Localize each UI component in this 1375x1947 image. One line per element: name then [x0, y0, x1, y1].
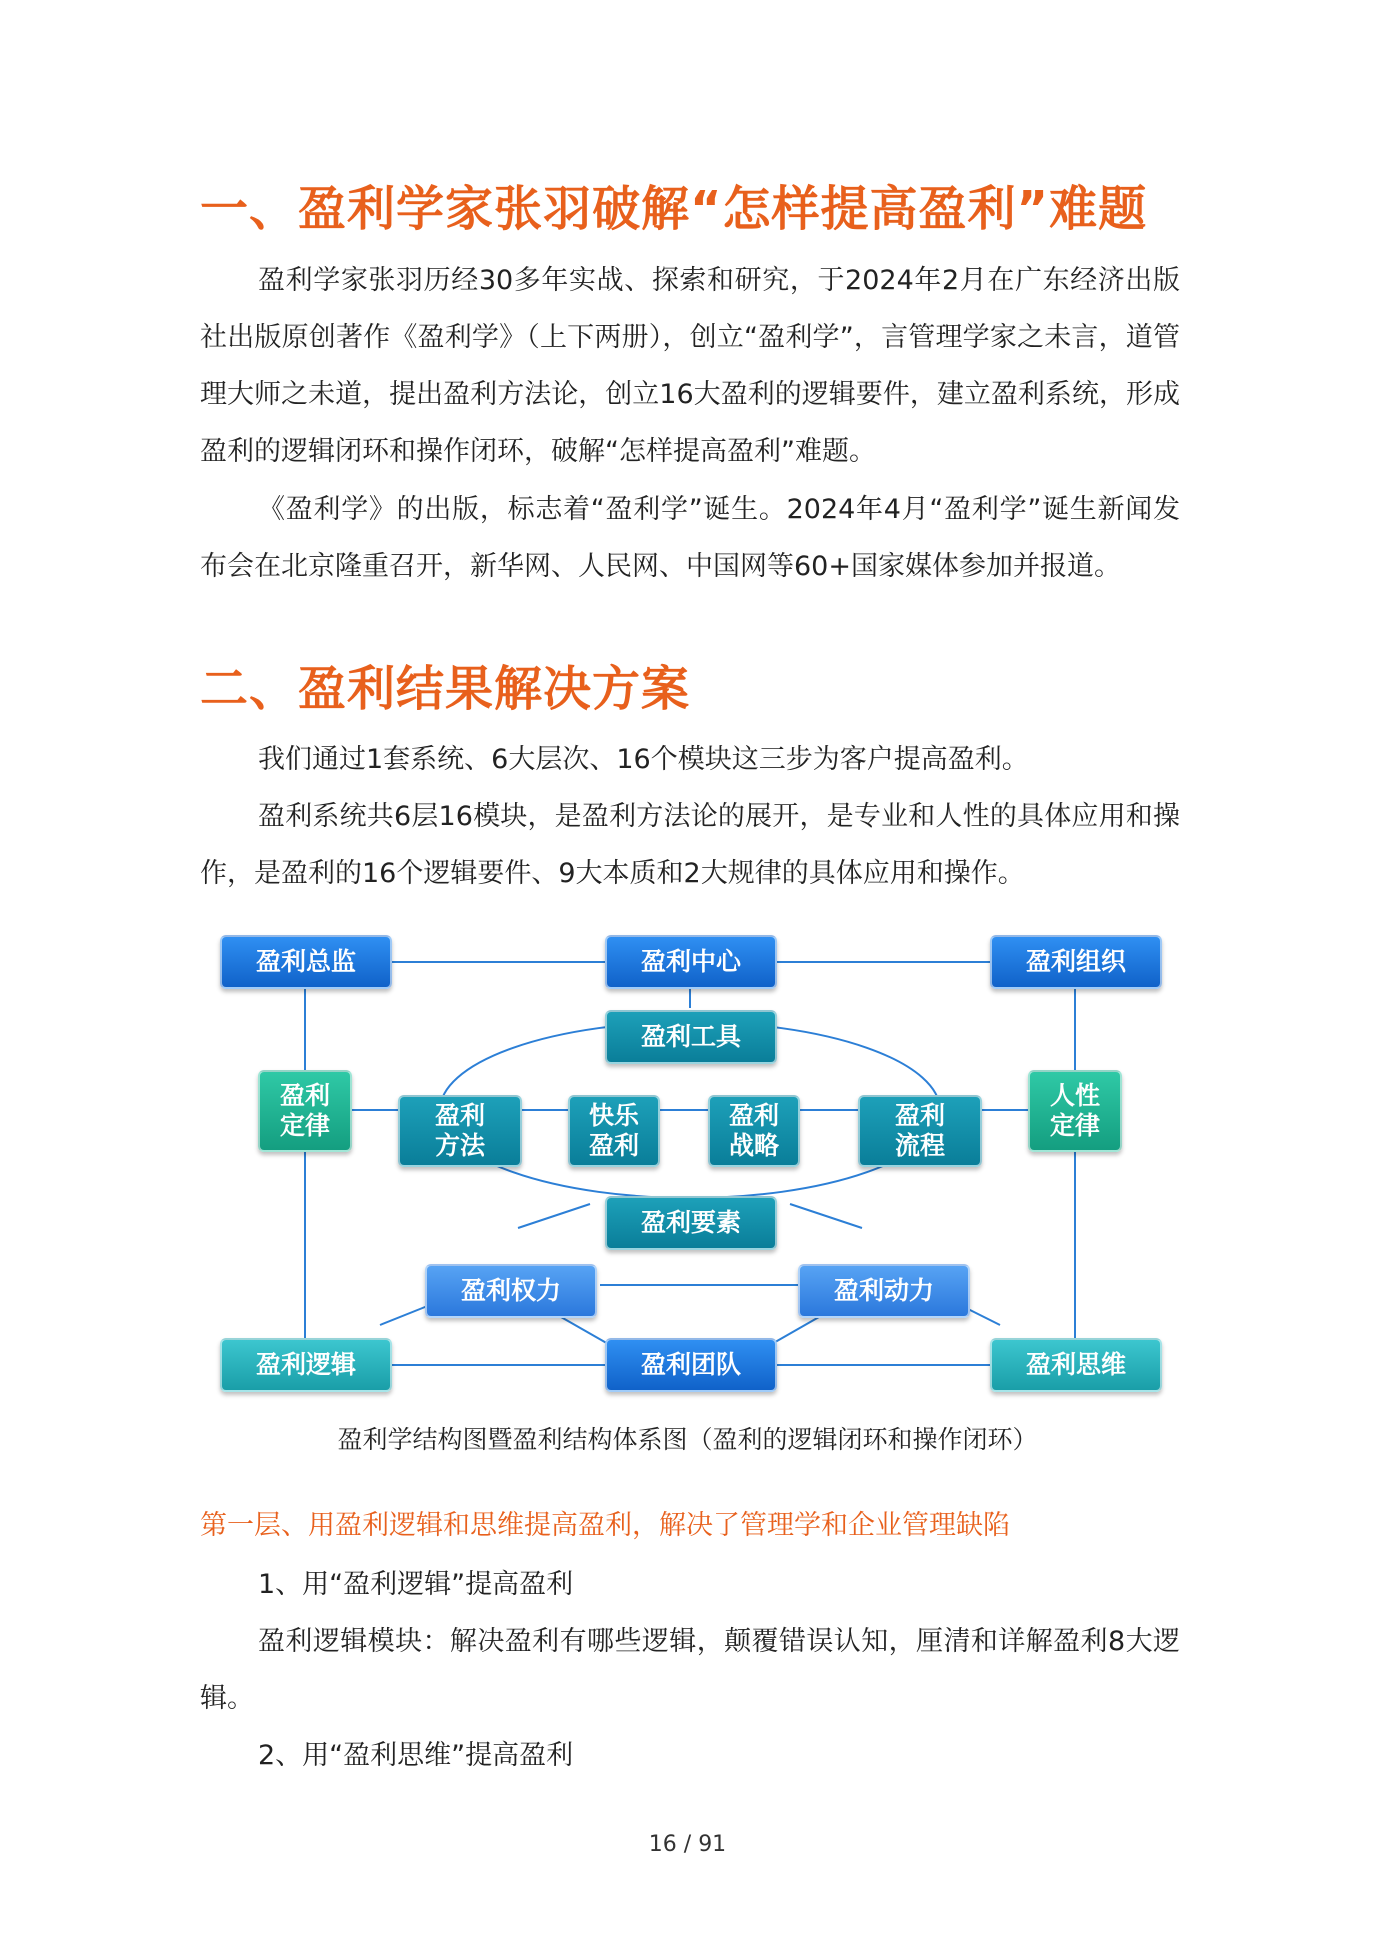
box-profit-center: 盈利中心 — [605, 935, 777, 989]
section1-title: 一、盈利学家张羽破解“怎样提高盈利”难题 — [200, 181, 1148, 237]
layer1-item1-title: 1、用“盈利逻辑”提高盈利 — [258, 1569, 574, 1600]
box-profit-power: 盈利权力 — [425, 1264, 597, 1318]
section1-para1: 盈利学家张羽历经30多年实战、探索和研究，于2024年2月在广东经济出版社出版原创著作《盈利学》（上下两册），创立“盈利学”，言管理学家之未言，道管理大师之未道，提出盈利方法论，创立16大盈利的逻辑要件，建立盈利系统，形成盈利的逻辑闭环和操作闭环，破解“怎样提高盈利”难题。 — [200, 265, 1180, 467]
box-profit-director: 盈利总监 — [220, 935, 392, 989]
section1-para2: 《盈利学》的出版，标志着“盈利学”诞生。2024年4月“盈利学”诞生新闻发布会在北京隆重召开，新华网、人民网、中国网等60+国家媒体参加并报道。 — [200, 494, 1180, 582]
section2-para2: 盈利系统共6层16模块，是盈利方法论的展开，是专业和人性的具体应用和操作，是盈利的16个逻辑要件、9大本质和2大规律的具体应用和操作。 — [200, 801, 1180, 889]
box-profit-thinking: 盈利思维 — [990, 1338, 1162, 1392]
box-human-nature-law: 人性 定律 — [1028, 1070, 1122, 1152]
box-profit-elements: 盈利要素 — [605, 1196, 777, 1250]
layer1-item2-title: 2、用“盈利思维”提高盈利 — [258, 1740, 574, 1771]
box-profit-motivation: 盈利动力 — [798, 1264, 970, 1318]
page-number: 16 / 91 — [648, 1832, 727, 1857]
box-profit-method: 盈利 方法 — [398, 1095, 522, 1167]
diagram-connectors — [200, 920, 1180, 1400]
section2-para1: 我们通过1套系统、6大层次、16个模块这三步为客户提高盈利。 — [258, 744, 1029, 775]
layer1-heading: 第一层、用盈利逻辑和思维提高盈利，解决了管理学和企业管理缺陷 — [200, 1510, 1010, 1541]
profit-structure-diagram — [200, 920, 1180, 1400]
box-profit-team: 盈利团队 — [605, 1338, 777, 1392]
box-profit-organization: 盈利组织 — [990, 935, 1162, 989]
box-profit-process: 盈利 流程 — [858, 1095, 982, 1167]
box-happy-profit: 快乐 盈利 — [568, 1095, 660, 1167]
diagram-caption: 盈利学结构图暨盈利结构体系图（盈利的逻辑闭环和操作闭环） — [337, 1425, 1038, 1454]
box-profit-strategy: 盈利 战略 — [708, 1095, 800, 1167]
box-profit-tools: 盈利工具 — [605, 1010, 777, 1064]
box-profit-logic: 盈利逻辑 — [220, 1338, 392, 1392]
box-profit-law: 盈利 定律 — [258, 1070, 352, 1152]
layer1-item1-desc: 盈利逻辑模块：解决盈利有哪些逻辑，颠覆错误认知，厘清和详解盈利8大逻辑。 — [200, 1626, 1180, 1714]
section2-title: 二、盈利结果解决方案 — [200, 661, 691, 717]
